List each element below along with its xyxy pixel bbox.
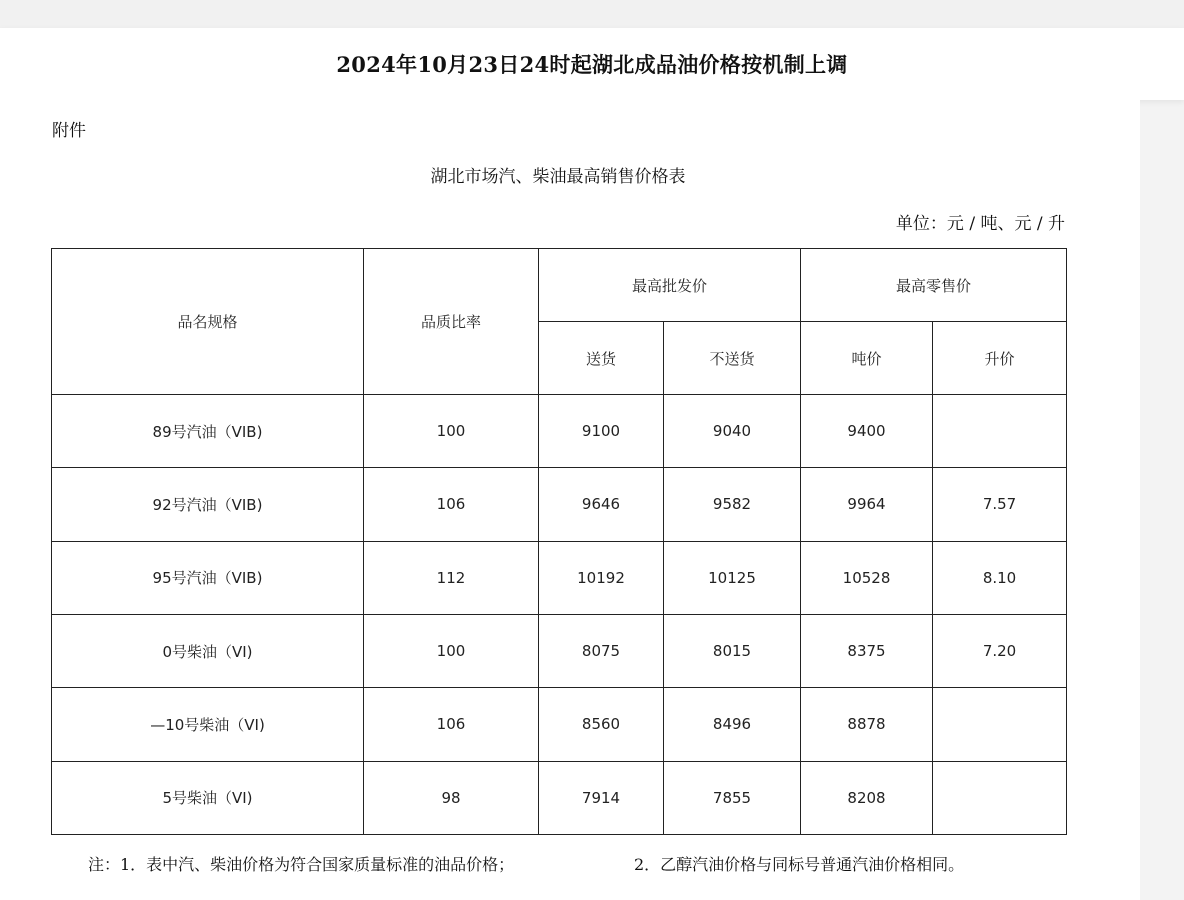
table-row (52, 541, 1067, 614)
footnote-2: 2．乙醇汽油价格与同标号普通汽油价格相同。 (634, 855, 965, 874)
cell-liter-price: 7.57 (933, 468, 1067, 541)
cell-delivery: 9646 (539, 468, 664, 541)
attachment-label: 附件 (52, 121, 86, 141)
cell-delivery: 10192 (539, 541, 664, 614)
table-row (52, 761, 1067, 834)
table-row (52, 468, 1067, 541)
header-ton-price: 吨价 (801, 322, 933, 395)
cell-name: 92号汽油（VIB) (52, 468, 364, 541)
cell-no-delivery: 9040 (664, 395, 801, 468)
header-delivery: 送货 (539, 322, 664, 395)
cell-ton-price: 8878 (801, 688, 933, 761)
document-page (0, 100, 1140, 900)
cell-liter-price (933, 688, 1067, 761)
cell-liter-price (933, 395, 1067, 468)
cell-no-delivery: 8015 (664, 614, 801, 687)
cell-liter-price (933, 761, 1067, 834)
cell-ton-price: 10528 (801, 541, 933, 614)
cell-name: —10号柴油（VI) (52, 688, 364, 761)
cell-ratio: 98 (364, 761, 539, 834)
cell-ton-price: 9400 (801, 395, 933, 468)
cell-name: 0号柴油（VI) (52, 614, 364, 687)
cell-ton-price: 8208 (801, 761, 933, 834)
table-row (52, 688, 1067, 761)
cell-delivery: 9100 (539, 395, 664, 468)
cell-ton-price: 9964 (801, 468, 933, 541)
cell-no-delivery: 7855 (664, 761, 801, 834)
cell-delivery: 8560 (539, 688, 664, 761)
header-retail: 最高零售价 (801, 249, 1067, 322)
cell-delivery: 8075 (539, 614, 664, 687)
cell-no-delivery: 8496 (664, 688, 801, 761)
unit-label: 单位：元 / 吨、元 / 升 (895, 214, 1065, 234)
table-row (52, 614, 1067, 687)
cell-ton-price: 8375 (801, 614, 933, 687)
cell-no-delivery: 10125 (664, 541, 801, 614)
cell-name: 89号汽油（VIB) (52, 395, 364, 468)
cell-liter-price: 8.10 (933, 541, 1067, 614)
cell-name: 95号汽油（VIB) (52, 541, 364, 614)
header-ratio: 品质比率 (364, 249, 539, 395)
table-row (52, 395, 1067, 468)
cell-ratio: 106 (364, 688, 539, 761)
cell-delivery: 7914 (539, 761, 664, 834)
cell-no-delivery: 9582 (664, 468, 801, 541)
header-name: 品名规格 (52, 249, 364, 395)
table-title: 湖北市场汽、柴油最高销售价格表 (430, 167, 686, 187)
price-table (51, 248, 1067, 835)
header-liter-price: 升价 (933, 322, 1067, 395)
top-bar (0, 0, 1184, 28)
article-header (0, 28, 1184, 100)
header-wholesale: 最高批发价 (539, 249, 801, 322)
cell-liter-price: 7.20 (933, 614, 1067, 687)
cell-ratio: 112 (364, 541, 539, 614)
cell-ratio: 106 (364, 468, 539, 541)
page-title: 2024年10月23日24时起湖北成品油价格按机制上调 (336, 52, 848, 77)
header-no-delivery: 不送货 (664, 322, 801, 395)
footnote (88, 852, 965, 875)
footnote-1: 注：1．表中汽、柴油价格为符合国家质量标准的油品价格； (88, 855, 515, 874)
cell-ratio: 100 (364, 614, 539, 687)
cell-ratio: 100 (364, 395, 539, 468)
cell-name: 5号柴油（VI) (52, 761, 364, 834)
